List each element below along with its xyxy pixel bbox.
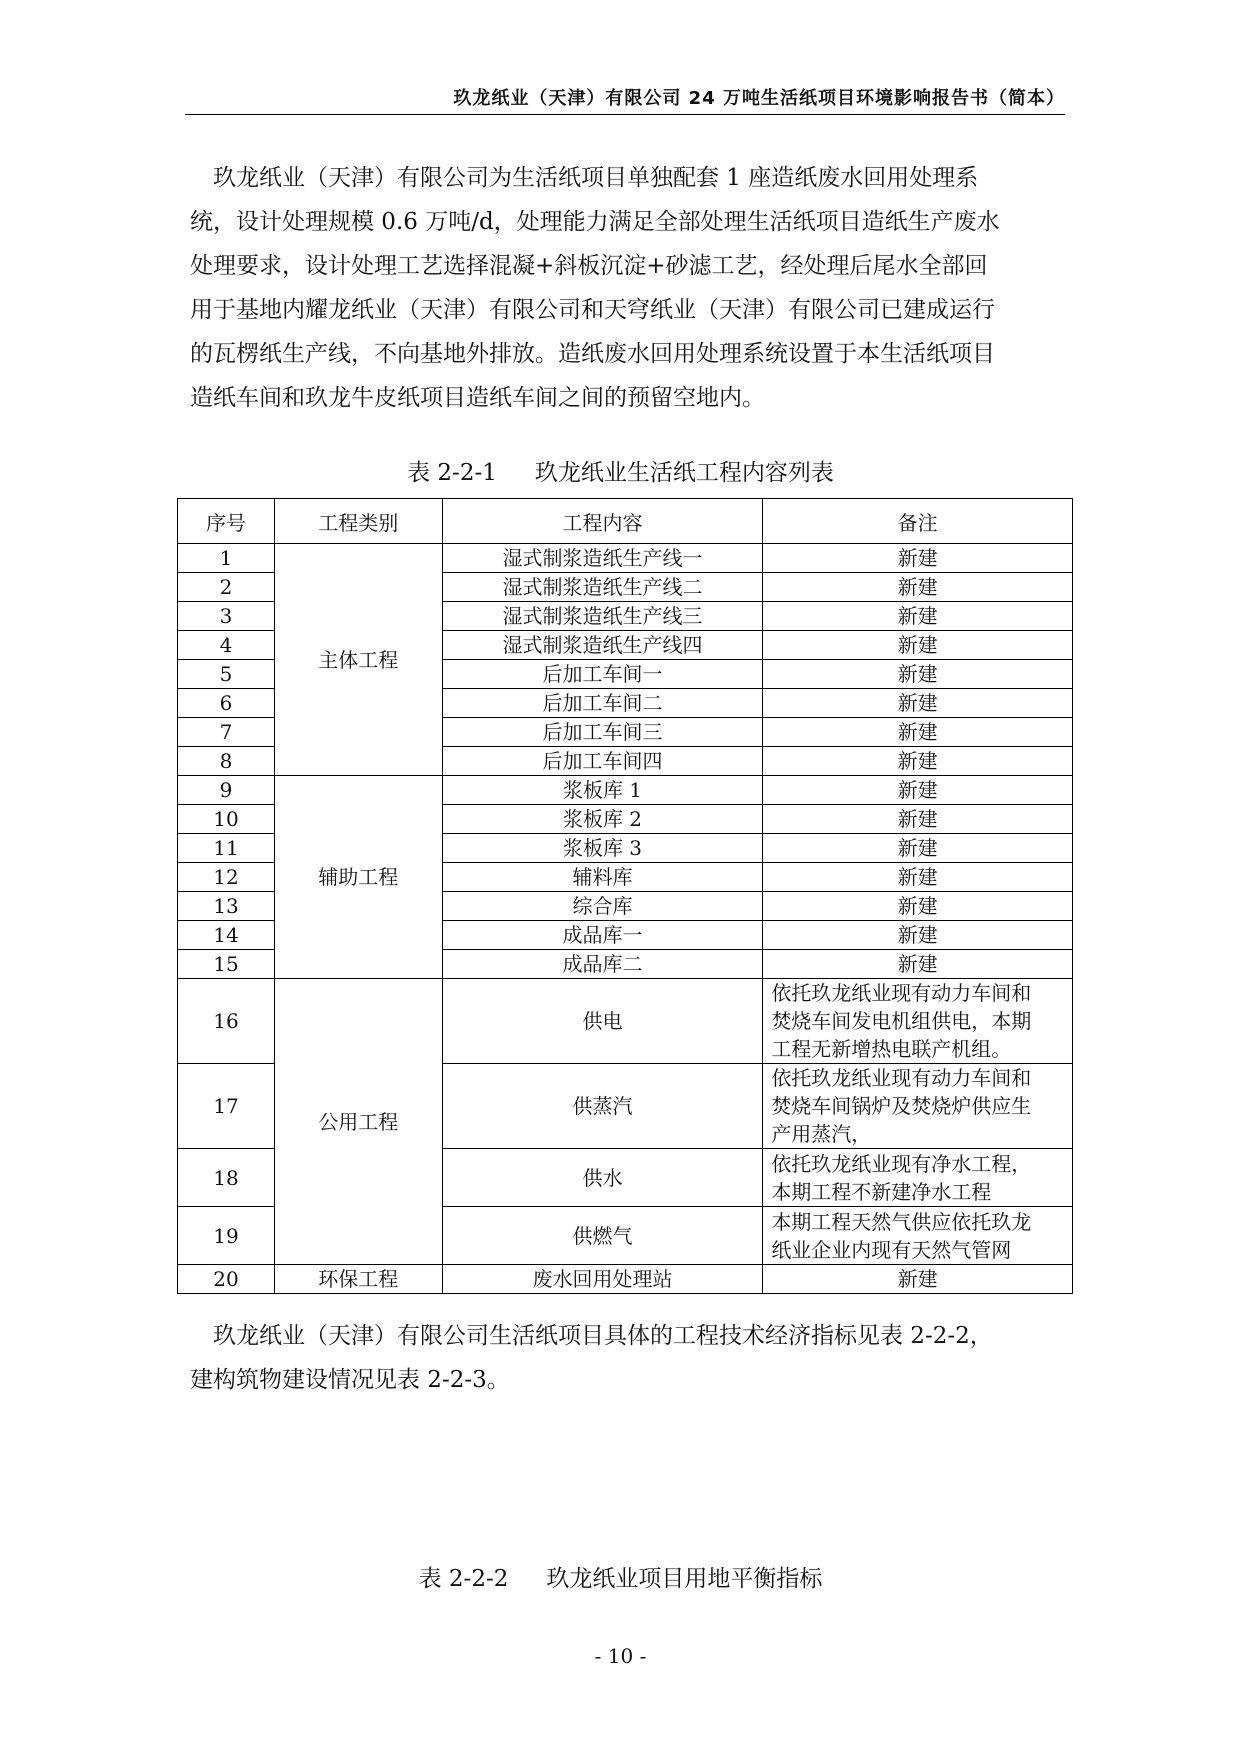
row-no: 19 (178, 1207, 275, 1265)
row-note: 新建 (763, 863, 1073, 892)
row-no: 12 (178, 863, 275, 892)
row-content: 浆板库 2 (442, 805, 763, 834)
row-note: 新建 (763, 921, 1073, 950)
row-note: 新建 (763, 834, 1073, 863)
table-row (178, 776, 1073, 805)
header-content: 工程内容 (442, 499, 763, 544)
row-no: 15 (178, 950, 275, 979)
row-no: 5 (178, 660, 275, 689)
row-note (763, 1149, 1073, 1207)
row-no: 14 (178, 921, 275, 950)
table-row (178, 1265, 1073, 1294)
row-no: 2 (178, 573, 275, 602)
row-no: 3 (178, 602, 275, 631)
row-note: 新建 (763, 747, 1073, 776)
row-note: 新建 (763, 892, 1073, 921)
note-line: 本期工程天然气供应依托玖龙 (771, 1209, 1032, 1234)
row-content: 后加工车间四 (442, 747, 763, 776)
row-content: 湿式制浆造纸生产线一 (442, 544, 763, 573)
row-content: 成品库一 (442, 921, 763, 950)
row-content: 供蒸汽 (442, 1064, 763, 1149)
row-no: 16 (178, 979, 275, 1064)
row-no: 6 (178, 689, 275, 718)
row-note (763, 979, 1073, 1064)
row-content: 浆板库 3 (442, 834, 763, 863)
row-content: 湿式制浆造纸生产线三 (442, 602, 763, 631)
intro-line: 玖龙纸业（天津）有限公司为生活纸项目单独配套 1 座造纸废水回用处理系 (190, 165, 979, 191)
row-content: 综合库 (442, 892, 763, 921)
row-note: 新建 (763, 950, 1073, 979)
row-note: 新建 (763, 631, 1073, 660)
intro-line: 处理要求，设计处理工艺选择混凝+斜板沉淀+砂滤工艺，经处理后尾水全部回 (190, 253, 988, 279)
note-line: 焚烧车间锅炉及焚烧炉供应生 (771, 1094, 1032, 1118)
row-content: 后加工车间二 (442, 689, 763, 718)
row-note: 新建 (763, 602, 1073, 631)
row-content: 湿式制浆造纸生产线二 (442, 573, 763, 602)
category-cell: 公用工程 (274, 979, 442, 1265)
row-no: 20 (178, 1265, 275, 1294)
category-cell: 主体工程 (274, 544, 442, 776)
row-content: 成品库二 (442, 950, 763, 979)
row-no: 9 (178, 776, 275, 805)
after-line: 建构筑物建设情况见表 2-2-3。 (190, 1367, 510, 1393)
header-category: 工程类别 (274, 499, 442, 544)
row-content: 供燃气 (442, 1207, 763, 1265)
row-note: 新建 (763, 573, 1073, 602)
running-header: 玖龙纸业（天津）有限公司 24 万吨生活纸项目环境影响报告书（简本） (453, 88, 1065, 109)
category-cell: 环保工程 (274, 1265, 442, 1294)
row-note: 新建 (763, 660, 1073, 689)
after-paragraph (190, 1314, 1060, 1402)
row-content: 湿式制浆造纸生产线四 (442, 631, 763, 660)
row-content: 后加工车间一 (442, 660, 763, 689)
row-no: 11 (178, 834, 275, 863)
row-no: 13 (178, 892, 275, 921)
table-row (178, 979, 1073, 1064)
category-cell: 辅助工程 (274, 776, 442, 979)
intro-line: 的瓦楞纸生产线，不向基地外排放。造纸废水回用处理系统设置于本生活纸项目 (190, 341, 995, 367)
after-line: 玖龙纸业（天津）有限公司生活纸项目具体的工程技术经济指标见表 2-2-2， (190, 1323, 993, 1349)
table1-caption (0, 454, 1241, 487)
row-no: 18 (178, 1149, 275, 1207)
row-note (763, 1064, 1073, 1149)
row-note: 新建 (763, 1265, 1073, 1294)
header-rule (185, 114, 1065, 115)
row-no: 7 (178, 718, 275, 747)
row-note (763, 1207, 1073, 1265)
row-no: 10 (178, 805, 275, 834)
table2-caption-title: 玖龙纸业项目用地平衡指标 (546, 1566, 823, 1592)
row-note: 新建 (763, 805, 1073, 834)
page-number: - 10 - (594, 1644, 647, 1668)
table2-caption (0, 1560, 1241, 1593)
header-note: 备注 (763, 499, 1073, 544)
note-line: 依托玖龙纸业现有净水工程， (771, 1151, 1032, 1176)
project-content-table (177, 498, 1073, 1294)
intro-line: 统，设计处理规模 0.6 万吨/d，处理能力满足全部处理生活纸项目造纸生产废水 (190, 209, 1000, 235)
row-content: 废水回用处理站 (442, 1265, 763, 1294)
row-content: 供电 (442, 979, 763, 1064)
table2-caption-number: 表 2-2-2 (418, 1566, 509, 1592)
table-header-row (178, 499, 1073, 544)
row-content: 供水 (442, 1149, 763, 1207)
row-no: 8 (178, 747, 275, 776)
row-no: 4 (178, 631, 275, 660)
note-line: 产用蒸汽， (771, 1122, 872, 1146)
note-line: 本期工程不新建净水工程 (771, 1179, 992, 1204)
note-line: 工程无新增热电联产机组。 (771, 1037, 1012, 1061)
row-no: 17 (178, 1064, 275, 1149)
row-content: 后加工车间三 (442, 718, 763, 747)
table-row (178, 544, 1073, 573)
row-note: 新建 (763, 544, 1073, 573)
intro-line: 造纸车间和玖龙牛皮纸项目造纸车间之间的预留空地内。 (190, 385, 765, 411)
row-no: 1 (178, 544, 275, 573)
row-content: 浆板库 1 (442, 776, 763, 805)
table1-caption-number: 表 2-2-1 (407, 460, 497, 486)
intro-paragraph (190, 156, 1060, 420)
row-note: 新建 (763, 689, 1073, 718)
row-content: 辅料库 (442, 863, 763, 892)
note-line: 焚烧车间发电机组供电，本期 (771, 1009, 1032, 1033)
header-no: 序号 (178, 499, 275, 544)
note-line: 依托玖龙纸业现有动力车间和 (771, 1066, 1032, 1090)
row-note: 新建 (763, 718, 1073, 747)
intro-line: 用于基地内耀龙纸业（天津）有限公司和天穹纸业（天津）有限公司已建成运行 (190, 297, 995, 323)
note-line: 纸业企业内现有天然气管网 (771, 1237, 1012, 1262)
row-note: 新建 (763, 776, 1073, 805)
table1-caption-title: 玖龙纸业生活纸工程内容列表 (534, 460, 834, 486)
note-line: 依托玖龙纸业现有动力车间和 (771, 981, 1032, 1005)
